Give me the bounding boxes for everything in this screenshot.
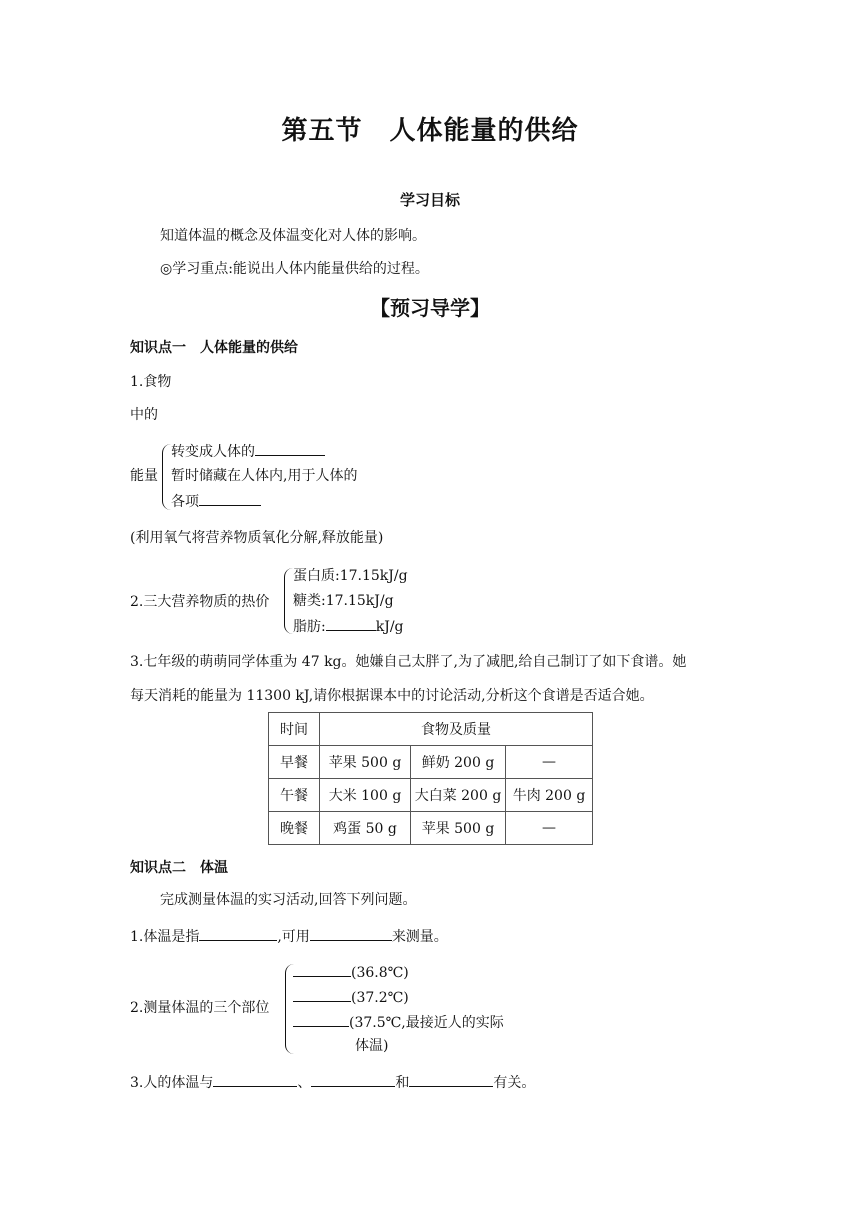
table-cell: 苹果 500 g [320, 746, 411, 779]
kp2-q2-label: 2.测量体温的三个部位 [130, 1000, 270, 1016]
table-cell: 早餐 [269, 746, 320, 779]
table-cell: 鲜奶 200 g [411, 746, 506, 779]
item3-line1: 3.七年级的萌萌同学体重为 47 kg。她嫌自己太胖了,为了减肥,给自己制订了如下食谱。她 [130, 654, 687, 670]
kp2-intro: 完成测量体温的实习活动,回答下列问题。 [160, 892, 417, 908]
table-row [269, 746, 593, 779]
heat-protein: 蛋白质:17.15kJ/g [293, 568, 408, 584]
blank-fat-heat[interactable] [326, 616, 376, 631]
page-title: 第五节 人体能量的供给 [281, 116, 579, 146]
table-cell: 苹果 500 g [411, 812, 506, 845]
q2-branch-3-cont: 体温) [355, 1038, 389, 1054]
goal-line-1: 知道体温的概念及体温变化对人体的影响。 [160, 228, 426, 244]
table-cell: — [506, 746, 593, 779]
preview-heading: 【预习导学】 [370, 296, 490, 320]
heat-fat: 脂肪: kJ/g [293, 616, 404, 637]
kp2-heading: 知识点二 体温 [130, 860, 228, 876]
q2-branch-2: (37.2℃) [293, 987, 409, 1008]
energy-branch-3: 各项 [171, 491, 261, 512]
kp1-heading: 知识点一 人体能量的供给 [130, 340, 298, 356]
table-cell: — [506, 812, 593, 845]
kp2-q3: 3.人的体温与 、 和 有关。 [130, 1072, 535, 1093]
table-header-cell: 时间 [269, 713, 320, 746]
kp2-q1: 1.体温是指 ,可用 来测量。 [130, 926, 448, 947]
blank-temp-definition[interactable] [199, 926, 277, 941]
blank-site-2[interactable] [293, 987, 351, 1002]
blank-temp-tool[interactable] [310, 926, 392, 941]
blank-factor-1[interactable] [213, 1072, 297, 1087]
heat-brace [284, 568, 293, 634]
table-cell: 晚餐 [269, 812, 320, 845]
energy-branch-2: 暂时储藏在人体内,用于人体的 [171, 468, 358, 484]
blank-factor-3[interactable] [409, 1072, 493, 1087]
table-row [269, 812, 593, 845]
goals-heading: 学习目标 [399, 191, 460, 209]
blank-site-1[interactable] [293, 962, 351, 977]
goal-line-2: ◎学习重点:能说出人体内能量供给的过程。 [160, 261, 429, 277]
table-header-row [269, 713, 593, 746]
blank-factor-2[interactable] [311, 1072, 395, 1087]
table-cell: 鸡蛋 50 g [320, 812, 411, 845]
table-cell: 大米 100 g [320, 779, 411, 812]
kp1-item1-b: 中的 [130, 407, 158, 423]
diet-table [268, 712, 593, 845]
table-cell: 牛肉 200 g [506, 779, 593, 812]
table-header-cell: 食物及质量 [320, 713, 593, 746]
table-row [269, 779, 593, 812]
blank-site-3[interactable] [293, 1012, 349, 1027]
energy-branch-1: 转变成人体的 [171, 441, 325, 462]
kp1-note: (利用氧气将营养物质氧化分解,释放能量) [130, 530, 384, 546]
energy-brace [162, 444, 171, 510]
heat-label: 2.三大营养物质的热价 [130, 594, 270, 610]
q2-branch-1: (36.8℃) [293, 962, 409, 983]
blank-energy-1[interactable] [255, 441, 325, 456]
table-cell: 大白菜 200 g [411, 779, 506, 812]
table-cell: 午餐 [269, 779, 320, 812]
heat-sugar: 糖类:17.15kJ/g [293, 593, 394, 609]
blank-energy-3[interactable] [199, 491, 261, 506]
kp1-item1-a: 1.食物 [130, 374, 172, 390]
q2-branch-3: (37.5℃,最接近人的实际 [293, 1012, 504, 1033]
energy-label: 能量 [130, 468, 158, 484]
item3-line2: 每天消耗的能量为 11300 kJ,请你根据课本中的讨论活动,分析这个食谱是否适合她。 [130, 688, 654, 704]
